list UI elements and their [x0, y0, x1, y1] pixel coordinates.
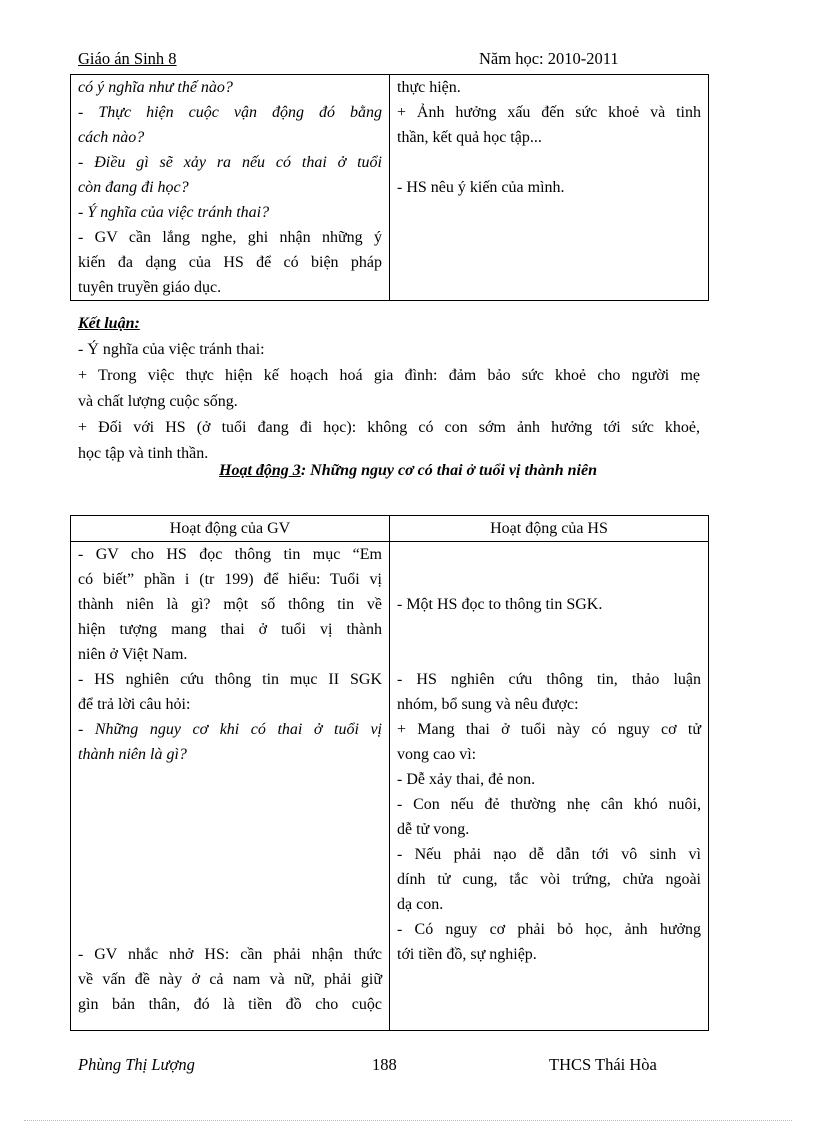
text-line: thần, kết quả học tập...	[397, 129, 542, 146]
text-line: hiện tượng mang thai ở tuổi vị thành	[78, 621, 382, 638]
text-line	[397, 642, 701, 667]
text-line: - HS nghiên cứu thông tin mục II SGK	[78, 671, 382, 688]
text-line: kiến đa dạng của HS để có biện pháp	[78, 254, 382, 271]
text-line: dạ con.	[397, 896, 444, 913]
text-line: - GV nhắc nhở HS: cần phải nhận thức	[78, 946, 382, 963]
activity-3-title: : Những nguy cơ có thai ở tuổi vị thành niên	[300, 462, 597, 479]
text-line: dễ tử vong.	[397, 821, 470, 838]
conclusion-title: Kết luận:	[78, 315, 140, 332]
text-line: cách nào?	[78, 129, 145, 146]
text-line: - Con nếu đẻ thường nhẹ cân khó nuôi,	[397, 796, 701, 813]
text-line: - Những nguy cơ khi có thai ở tuổi vị	[78, 721, 382, 738]
text-line: thành niên là gì?	[78, 746, 187, 763]
text-line: thực hiện.	[397, 79, 461, 96]
text-line: + Mang thai ở tuổi này có nguy cơ tử	[397, 721, 701, 738]
activity-3-label: Hoạt động 3	[219, 462, 301, 479]
footer-author: Phùng Thị Lượng	[78, 1055, 195, 1074]
text-line: học tập và tinh thần.	[78, 445, 209, 462]
text-line	[78, 867, 382, 892]
conclusion-section	[78, 311, 700, 467]
teacher-column-cell	[71, 75, 390, 301]
student-column-cell	[390, 75, 709, 301]
text-line	[397, 567, 701, 592]
page-edge	[24, 1120, 792, 1121]
text-line	[397, 150, 701, 175]
text-line: + Đối với HS (ở tuổi đang đi học): không có con sớm ảnh hưởng tới sức khoẻ,	[78, 419, 700, 436]
text-line: - HS nghiên cứu thông tin, thảo luận	[397, 671, 701, 688]
student-activity-header: Hoạt động của HS	[390, 516, 709, 542]
text-line: dính tử cung, tắc vòi trứng, chửa ngoài	[397, 871, 701, 888]
text-line: - Có nguy cơ phải bỏ học, ảnh hưởng	[397, 921, 701, 938]
text-line: nhóm, bổ sung và nêu được:	[397, 696, 579, 713]
text-line: + Trong việc thực hiện kế hoạch hoá gia đình: đảm bảo sức khoẻ cho người mẹ	[78, 367, 700, 384]
text-line	[78, 817, 382, 842]
text-line	[78, 917, 382, 942]
text-line	[78, 792, 382, 817]
text-line: - Thực hiện cuộc vận động đó bằng	[78, 104, 382, 121]
activity-3-table	[70, 515, 709, 1031]
footer-school: THCS Thái Hòa	[549, 1055, 657, 1074]
header-school-year: Năm học: 2010-2011	[479, 49, 619, 68]
text-line	[397, 542, 701, 567]
text-line: để trả lời câu hỏi:	[78, 696, 191, 713]
text-line: thành niên là gì? một số thông tin về	[78, 596, 382, 613]
text-line: niên ở Việt Nam.	[78, 646, 188, 663]
text-line: - Nếu phải nạo dễ dẫn tới vô sinh vì	[397, 846, 701, 863]
teacher-column-cell	[71, 542, 390, 1031]
text-line: có ý nghĩa như thế nào?	[78, 79, 233, 96]
teacher-activity-header: Hoạt động của GV	[71, 516, 390, 542]
text-line: - GV cho HS đọc thông tin mục “Em	[78, 546, 382, 563]
footer-page-number: 188	[372, 1055, 397, 1074]
text-line: - Một HS đọc to thông tin SGK.	[397, 596, 603, 613]
text-line: có biết” phần i (tr 199) để hiểu: Tuổi vị	[78, 571, 382, 588]
header-subject: Giáo án Sinh 8	[78, 49, 177, 68]
text-line: - Ý nghĩa của việc tránh thai:	[78, 341, 265, 358]
text-line: và chất lượng cuộc sống.	[78, 393, 238, 410]
activity-table-continued	[70, 74, 709, 301]
text-line	[397, 617, 701, 642]
text-line: - Dễ xảy thai, đẻ non.	[397, 771, 536, 788]
text-line: - HS nêu ý kiến của mình.	[397, 179, 565, 196]
text-line: - Ý nghĩa của việc tránh thai?	[78, 204, 270, 221]
text-line: vong cao vì:	[397, 746, 477, 763]
text-line: + Ảnh hưởng xấu đến sức khoẻ và tinh	[397, 104, 701, 121]
text-line	[78, 842, 382, 867]
text-line: về vấn đề này ở cả nam và nữ, phải giữ	[78, 971, 382, 988]
text-line: tới tiền đồ, sự nghiệp.	[397, 946, 537, 963]
text-line	[78, 767, 382, 792]
text-line: còn đang đi học?	[78, 179, 189, 196]
text-line: - Điều gì sẽ xảy ra nếu có thai ở tuổi	[78, 154, 382, 171]
student-column-cell	[390, 542, 709, 1031]
activity-3-heading	[0, 462, 816, 480]
text-line: - GV cần lắng nghe, ghi nhận những ý	[78, 229, 382, 246]
text-line	[78, 892, 382, 917]
text-line: tuyên truyền giáo dục.	[78, 279, 222, 296]
text-line: gìn bản thân, đó là tiền đồ cho cuộc	[78, 996, 382, 1013]
